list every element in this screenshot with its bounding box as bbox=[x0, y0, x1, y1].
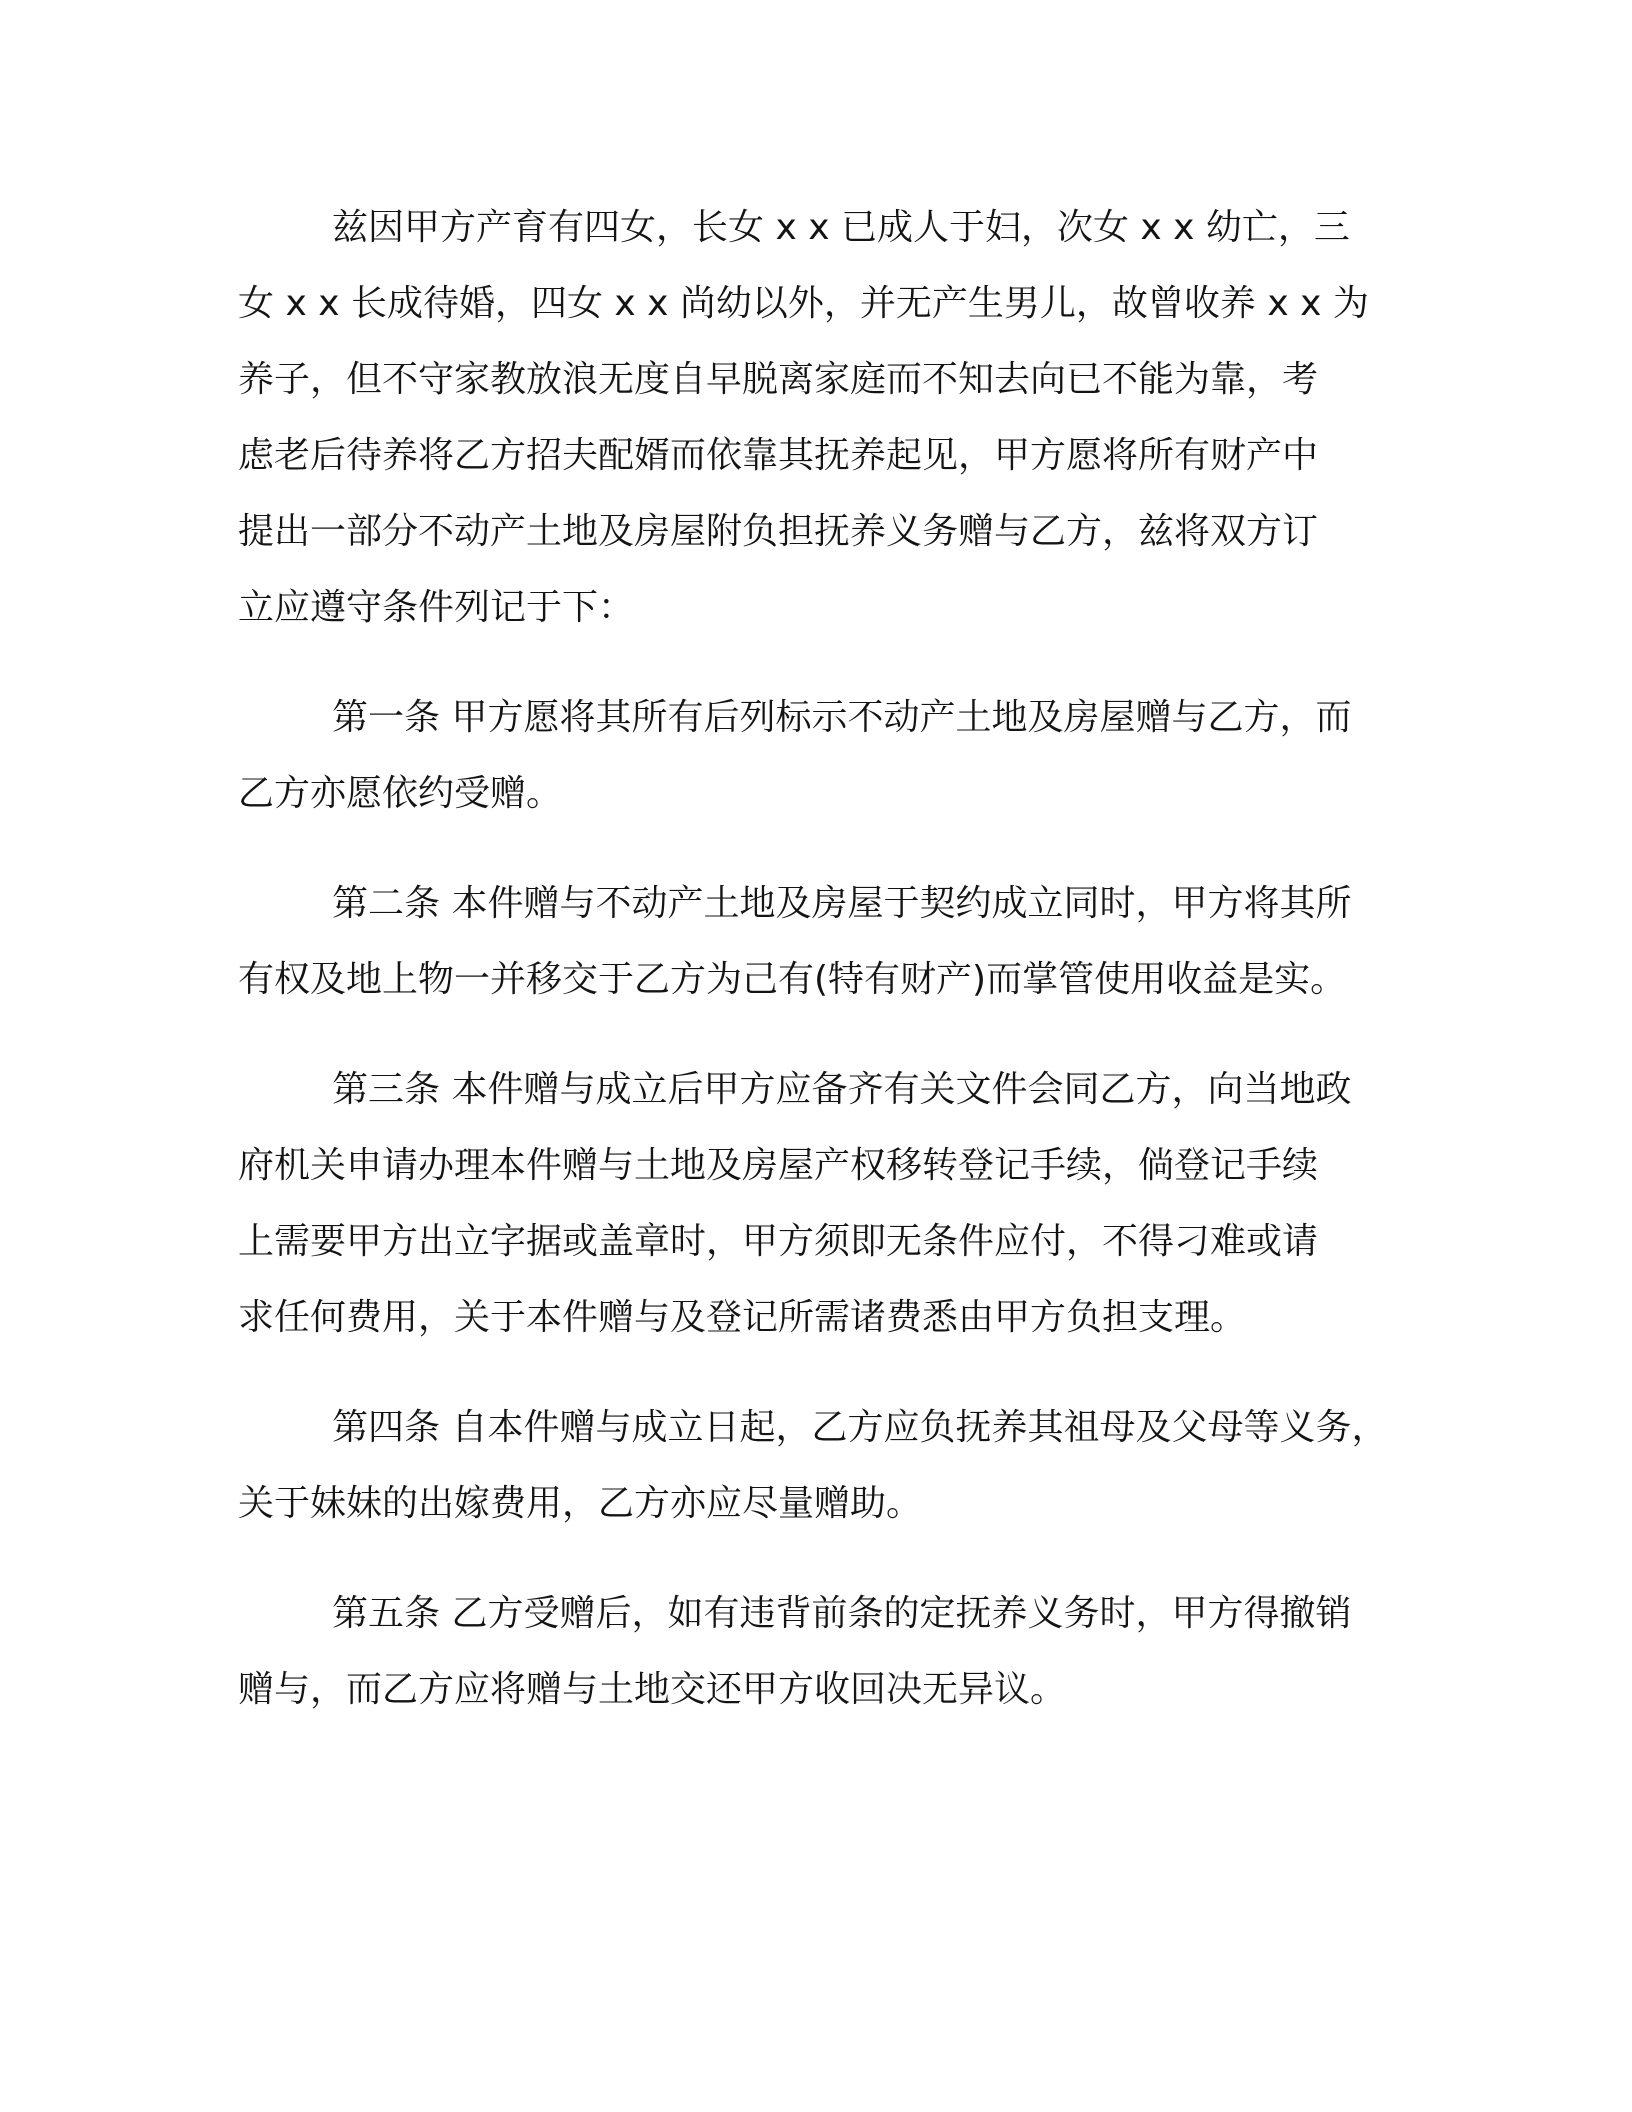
text-line: 提出一部分不动产土地及房屋附负担抚养义务赠与乙方，兹将双方订 bbox=[238, 511, 1319, 552]
text-line: 立应遵守条件列记于下： bbox=[238, 587, 635, 628]
paragraph-gap bbox=[238, 1018, 1408, 1052]
text-line: 赠与，而乙方应将赠与土地交还甲方收回决无异议。 bbox=[238, 1669, 1067, 1710]
paragraph-gap bbox=[238, 646, 1408, 680]
text-line: 府机关申请办理本件赠与土地及房屋产权移转登记手续，倘登记手续 bbox=[238, 1145, 1319, 1186]
text-line: 第二条 本件赠与不动产土地及房屋于契约成立同时，甲方将其所 bbox=[332, 883, 1352, 924]
text-line: 兹因甲方产育有四女，长女 x x 已成人于妇，次女 x x 幼亡，三 bbox=[332, 207, 1350, 248]
paragraph-article-3 bbox=[238, 1052, 1408, 1356]
text-line: 乙方亦愿依约受赠。 bbox=[238, 773, 563, 814]
text-line: 求任何费用，关于本件赠与及登记所需诸费悉由甲方负担支理。 bbox=[238, 1297, 1247, 1338]
paragraph-article-2 bbox=[238, 866, 1408, 1018]
paragraph-article-4 bbox=[238, 1390, 1408, 1542]
text-line: 上需要甲方出立字据或盖章时，甲方须即无条件应付，不得刁难或请 bbox=[238, 1221, 1319, 1262]
document-body bbox=[238, 190, 1408, 1728]
paragraph-gap bbox=[238, 1542, 1408, 1576]
paragraph-gap bbox=[238, 832, 1408, 866]
paragraph-gap bbox=[238, 1356, 1408, 1390]
text-line: 有权及地上物一并移交于乙方为己有(特有财产)而掌管使用收益是实。 bbox=[238, 959, 1347, 1000]
paragraph-article-1 bbox=[238, 680, 1408, 832]
text-line: 女 x x 长成待婚，四女 x x 尚幼以外，并无产生男儿，故曾收养 x x 为 bbox=[238, 283, 1369, 324]
text-line: 关于妹妹的出嫁费用，乙方亦应尽量赠助。 bbox=[238, 1483, 923, 1524]
text-line: 第三条 本件赠与成立后甲方应备齐有关文件会同乙方，向当地政 bbox=[332, 1069, 1352, 1110]
text-line: 养子，但不守家教放浪无度自早脱离家庭而不知去向已不能为靠，考 bbox=[238, 359, 1319, 400]
text-line: 第一条 甲方愿将其所有后列标示不动产土地及房屋赠与乙方，而 bbox=[332, 697, 1352, 738]
text-line: 第四条 自本件赠与成立日起，乙方应负抚养其祖母及父母等义务， bbox=[332, 1407, 1388, 1448]
text-line: 虑老后待养将乙方招夫配婿而依靠其抚养起见，甲方愿将所有财产中 bbox=[238, 435, 1319, 476]
paragraph-preamble bbox=[238, 190, 1408, 646]
text-line: 第五条 乙方受赠后，如有违背前条的定抚养义务时，甲方得撤销 bbox=[332, 1593, 1352, 1634]
paragraph-article-5 bbox=[238, 1576, 1408, 1728]
